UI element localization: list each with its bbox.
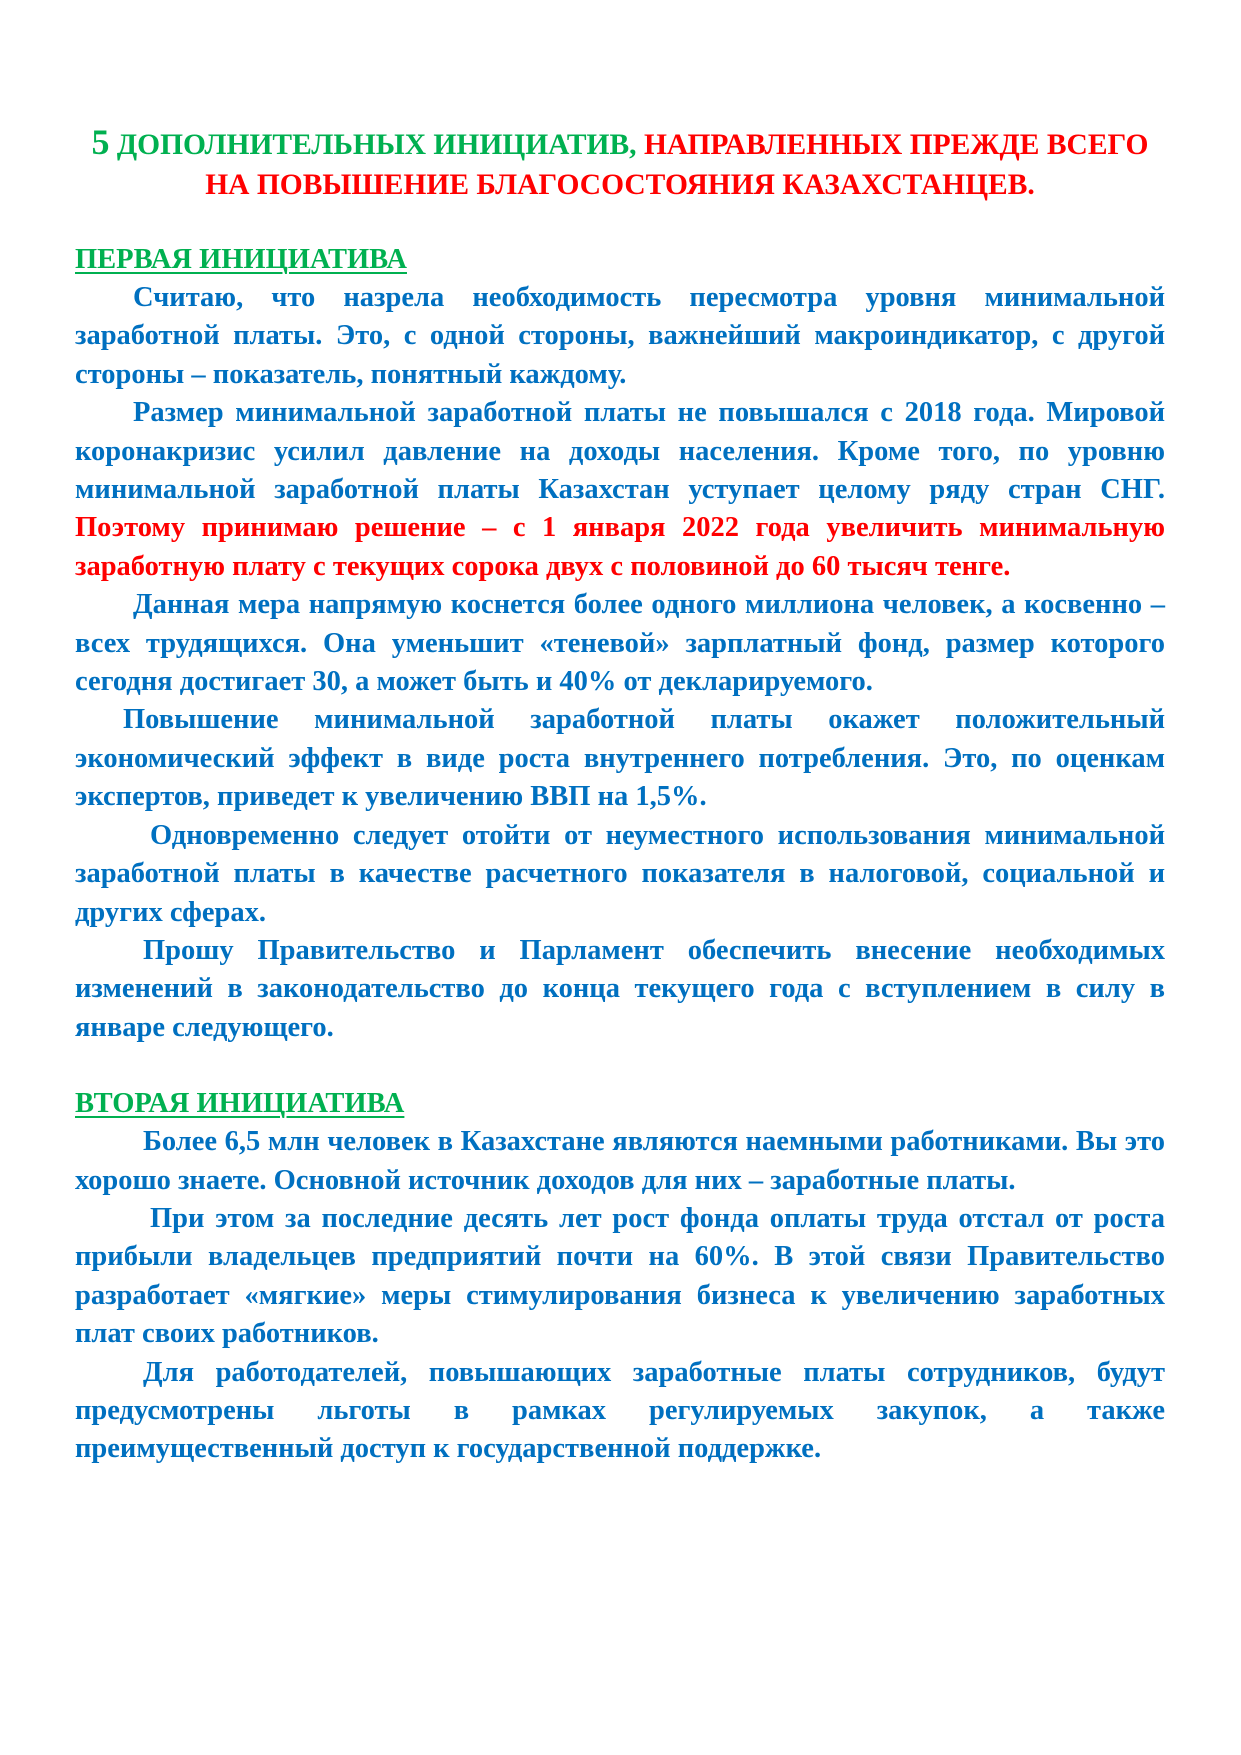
paragraph: Для работодателей, повышающих заработные платы сотрудников, будут предусмотрены льготы в рамках регулируемых закупок, а также преимущественный доступ к государственной поддержке. (75, 1356, 1165, 1465)
title-red-part: НАПРАВЛЕННЫХ ПРЕЖДЕ ВСЕГО НА ПОВЫШЕНИЕ БЛАГОСОСТОЯНИЯ КАЗАХСТАНЦЕВ. (205, 129, 1149, 201)
title-number: 5 (91, 122, 110, 162)
paragraph-text: Размер минимальной заработной платы не повышался с 2018 года. Мировой коронакризис усилил давление на доходы населения. Кроме того, по уровню минимальной заработной платы Казахстан уступает целому ряду стран СНГ. (75, 397, 1165, 506)
section-heading-second: ВТОРАЯ ИНИЦИАТИВА (75, 1088, 405, 1120)
document-page (75, 122, 1165, 1469)
paragraph: Более 6,5 млн человек в Казахстане являются наемными работниками. Вы это хорошо знаете. Основной источник доходов для них – заработные платы. (75, 1126, 1165, 1196)
title-green-part: ДОПОЛНИТЕЛЬНЫХ ИНИЦИАТИВ, (109, 129, 637, 161)
section-heading-first: ПЕРВАЯ ИНИЦИАТИВА (75, 244, 407, 275)
paragraph: Одновременно следует отойти от неуместного использования минимальной заработной платы в качестве расчетного показателя в налоговой, социальной и других сферах. (75, 819, 1165, 928)
highlighted-decision: Поэтому принимаю решение – с 1 января 2022 года увеличить минимальную заработную плату с текущих сорока двух с половиной до 60 тысяч тенге. (75, 512, 1165, 582)
paragraph: При этом за последние десять лет рост фонда оплаты труда отстал от роста прибыли владельцев предприятий почти на 60%. В этой связи Правительство разработает «мягкие» меры стимулирования бизнеса к увеличению заработных плат своих работников. (75, 1202, 1165, 1350)
paragraph: Данная мера напрямую коснется более одного миллиона человек, а косвенно – всех трудящихся. Она уменьшит «теневой» зарплатный фонд, размер которого сегодня достигает 30, а может быть и 40% от декларируемого. (75, 589, 1165, 698)
paragraph (75, 394, 1165, 586)
document-title (75, 122, 1165, 205)
paragraph: Считаю, что назрела необходимость пересмотра уровня минимальной заработной платы. Это, с одной стороны, важнейший макроиндикатор, с другой стороны – показатель, понятный каждому. (75, 282, 1165, 390)
paragraph: Прошу Правительство и Парламент обеспечить внесение необходимых изменений в законодательство до конца текущего года с вступлением в силу в январе следующего. (75, 934, 1165, 1043)
paragraph: Повышение минимальной заработной платы окажет положительный экономический эффект в виде роста внутреннего потребления. Это, по оценкам экспертов, приведет к увеличению ВВП на 1,5%. (75, 704, 1165, 813)
